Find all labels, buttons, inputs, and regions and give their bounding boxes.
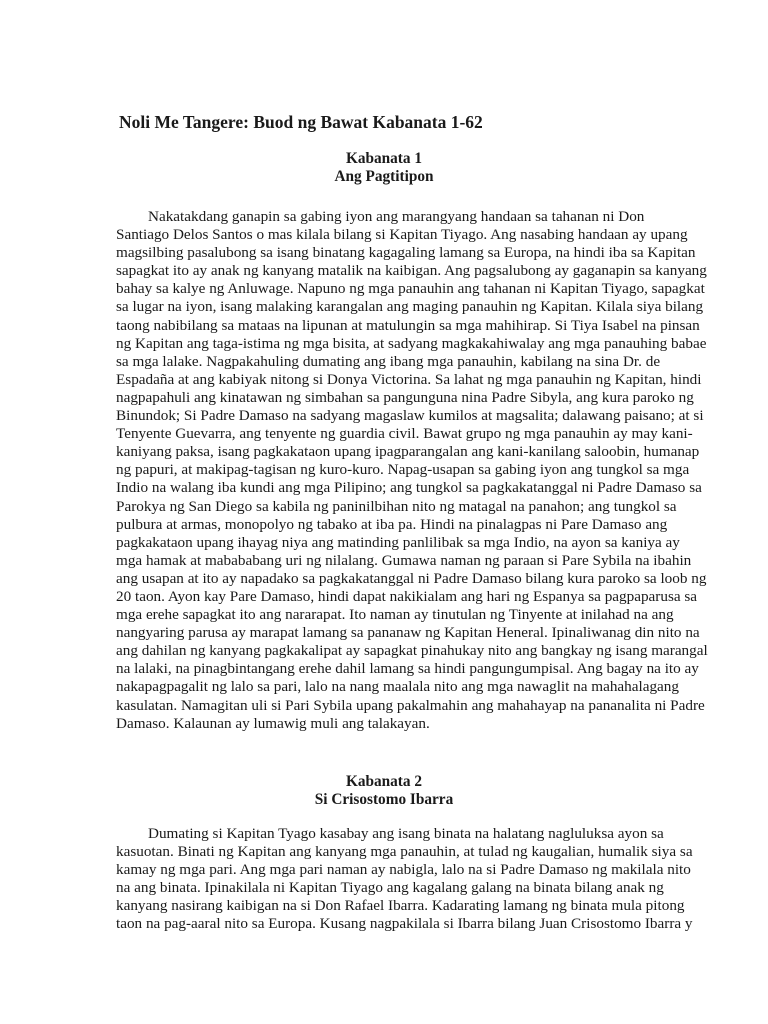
paragraph-line: na ang binata. Ipinakilala ni Kapitan Tiyago ang kagalang galang na binata bilang anak ng (116, 879, 664, 897)
paragraph-line: Damaso. Kalaunan ay lumawig muli ang talakayan. (116, 714, 430, 732)
chapter-2-paragraph (116, 825, 693, 934)
paragraph-line: pagkakataon upang ihayag niya ang matinding panlilibak sa mga Indio, na ayon sa kaniya ay (116, 533, 680, 551)
paragraph-line: sapagkat ito ay anak ng kanyang matalik na kaibigan. Ang pagsalubong ay gaganapin sa kanyang (116, 262, 707, 280)
chapter-1-heading (0, 150, 768, 186)
paragraph-line: ng papuri, at makipag-tagisan ng kuro-kuro. Napag-usapan sa gabing iyon ang tungkol sa mga (116, 461, 690, 479)
paragraph-line: kasuotan. Binati ng Kapitan ang kanyang mga panauhin, at tulad ng kaugalian, humalik siya sa (116, 843, 693, 861)
paragraph-line: nangyaring parusa ay marapat lamang sa pananaw ng Kapitan Heneral. Ipinaliwanag din nito na (116, 624, 700, 642)
chapter-1-number: Kabanata 1 (345, 150, 423, 167)
paragraph-line: sa mga lalake. Nagpakahuling dumating ang ibang mga panauhin, kabilang na sina Dr. de (116, 352, 661, 370)
paragraph-line: nakapagpagalit ng lalo sa pari, lalo na nang maalala nito ang mga nawaglit na mahahalagang (116, 678, 679, 696)
paragraph-line: Santiago Delos Santos o mas kilala bilang si Kapitan Tiyago. Ang nasabing handaan ay upang (116, 226, 688, 244)
paragraph-line: 20 taon. Ayon kay Pare Damaso, hindi dapat nakikialam ang hari ng Espanya sa pagpaparusa sa (116, 587, 698, 605)
chapter-2-number: Kabanata 2 (345, 773, 423, 790)
paragraph-line: kasulatan. Namagitan uli si Pari Sybila upang pakalmahin ang mahahayap na pananalita ni Padre (116, 696, 705, 714)
paragraph-line: nagpapahuli ang kinatawan ng simbahan sa pangunguna nina Padre Sibyla, ang kura paroko ng (116, 388, 694, 406)
paragraph-line: ang usapan at ito ay napadako sa pagkakatanggal ni Padre Damaso bilang kura paroko sa loob ng (116, 569, 707, 587)
document-title: Noli Me Tangere: Buod ng Bawat Kabanata 1-62 (119, 112, 483, 132)
paragraph-line: taon na pag-aaral nito sa Europa. Kusang nagpakilala si Ibarra bilang Juan Crisostomo Ibarra y (116, 915, 693, 933)
paragraph-line: kaniyang paksa, isang pagkakataon upang ipagparangalan ang kani-kanilang saloobin, humanap (116, 443, 700, 461)
paragraph-line: ang dahilan ng kanyang pagkakalipat ay sapagkat pinahukay nito ang bangkay ng isang marangal (116, 642, 708, 660)
paragraph-line: sa lugar na iyon, isang malaking karangalan ang maging panauhin ng Kapitan. Kilala siya bilang (116, 298, 704, 316)
paragraph-line: Parokya ng San Diego sa kabila ng paninilbihan nito ng matagal na panahon; ang tungkol sa (116, 497, 677, 515)
chapter-2-title: Si Crisostomo Ibarra (314, 791, 454, 808)
paragraph-line: Binundok; Si Padre Damaso na sadyang magaslaw kumilos at magsalita; dalawang paisano; at si (116, 407, 704, 425)
paragraph-line: kanyang nasirang kaibigan na si Don Rafael Ibarra. Kadarating lamang ng binata mula pitong (116, 897, 685, 915)
paragraph-line: na lalaki, na pinagbintangang erehe dahil lamang sa hindi pangungumpisal. Ang bagay na ito ay (116, 660, 699, 678)
chapter-1-paragraph (116, 208, 708, 733)
paragraph-line: mga hamak at mabababang uri ng nilalang. Gumawa naman ng paraan si Pare Sybila na ibahin (116, 551, 692, 569)
paragraph-line: kamay ng mga pari. Ang mga pari naman ay nabigla, lalo na si Padre Damaso ng makilala nito (116, 861, 691, 879)
chapter-2-heading (0, 773, 768, 809)
paragraph-line: ng Kapitan ang taga-istima ng mga bisita, at sadyang magkakahiwalay ang mga panauhing babae (116, 334, 707, 352)
paragraph-line: mga erehe sapagkat ito ang nararapat. Ito naman ay tinutulan ng Tinyente at inilahad na ang (116, 606, 674, 624)
paragraph-line: pulbura at armas, monopolyo ng tabako at iba pa. Hindi na pinalagpas ni Pare Damaso ang (116, 515, 668, 533)
paragraph-line: Indio na walang iba kundi ang mga Pilipino; ang tungkol sa pagkakatanggal ni Padre Damaso sa (116, 479, 702, 497)
paragraph-line: bahay sa kalye ng Anluwage. Napuno ng mga panauhin ang tahanan ni Kapitan Tiyago, sapagkat (116, 280, 705, 298)
paragraph-line: Dumating si Kapitan Tyago kasabay ang isang binata na halatang nagluluksa ayon sa (148, 825, 664, 842)
paragraph-line: taong nabibilang sa mataas na lipunan at matulungin sa mga mahihirap. Si Tiya Isabel na pinsan (116, 316, 700, 334)
paragraph-line: magsilbing pasalubong sa isang binatang kagagaling lamang sa Europa, na hindi iba sa Kapitan (116, 244, 696, 262)
paragraph-line: Tenyente Guevarra, ang tenyente ng guardia civil. Bawat grupo ng mga panauhin ay may kani- (116, 425, 693, 443)
paragraph-line: Nakatakdang ganapin sa gabing iyon ang marangyang handaan sa tahanan ni Don (148, 208, 645, 225)
chapter-1-title: Ang Pagtitipon (334, 168, 434, 185)
paragraph-line: Espadaña at ang kabiyak nitong si Donya Victorina. Sa lahat ng mga panauhin ng Kapitan, hindi (116, 370, 702, 388)
